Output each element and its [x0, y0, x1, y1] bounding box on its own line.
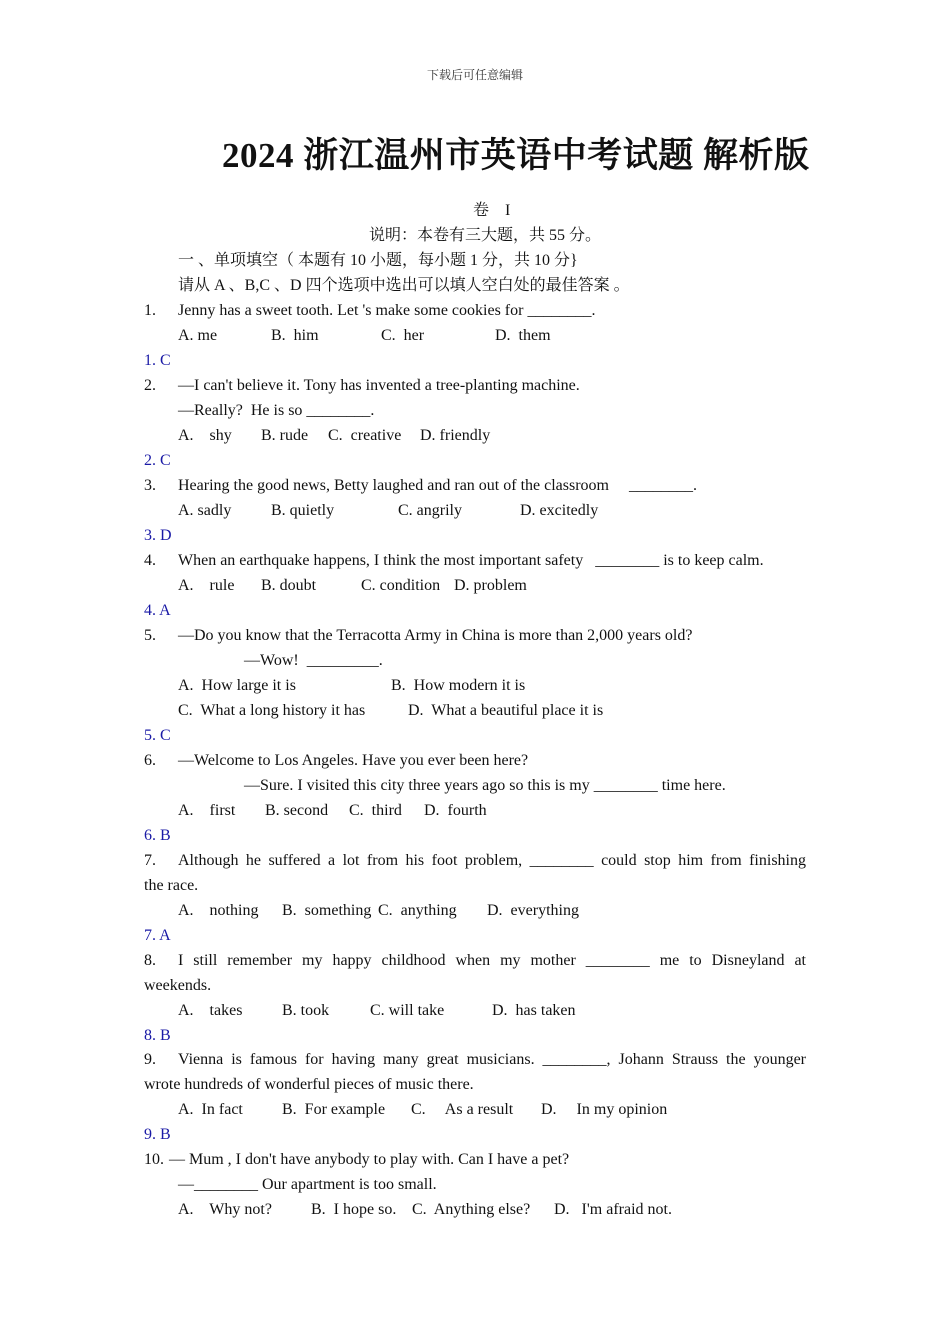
question-text: Jenny has a sweet tooth. Let 's make some cookies for ________.: [178, 302, 596, 319]
document-title: 2024 浙江温州市英语中考试题 解析版: [222, 136, 810, 175]
option-a: A. Why not?: [178, 1201, 272, 1218]
question-text: —I can't believe it. Tony has invented a tree-planting machine.: [178, 377, 580, 394]
option-b: B. second: [265, 802, 329, 819]
option-d: D. fourth: [424, 802, 487, 819]
section-heading: 一 、单项填空（ 本题有 10 小题，每小题 1 分，共 10 分}: [178, 252, 578, 269]
option-a: A. first: [178, 802, 236, 819]
question-number: 4.: [144, 552, 156, 569]
option-d: D. excitedly: [520, 502, 599, 519]
question-number: 6.: [144, 752, 156, 769]
option-a: A. In fact: [178, 1101, 243, 1118]
option-d: D. problem: [454, 577, 527, 594]
question-number: 5.: [144, 627, 156, 644]
answer-key: 9. B: [144, 1126, 171, 1143]
question-number: 9.: [144, 1051, 156, 1068]
question-number: 7.: [144, 852, 156, 869]
option-a: A. rule: [178, 577, 235, 594]
option-b: B. How modern it is: [391, 677, 526, 694]
option-c: C. will take: [370, 1002, 445, 1019]
question-number: 8.: [144, 952, 156, 969]
question-number: 3.: [144, 477, 156, 494]
option-c: C. creative: [328, 427, 402, 444]
question-text: — Mum , I don't have anybody to play with. Can I have a pet?: [169, 1151, 570, 1168]
option-c: C. What a long history it has: [178, 702, 366, 719]
question-number: 10.: [144, 1151, 164, 1168]
question-text: —Do you know that the Terracotta Army in China is more than 2,000 years old?: [178, 627, 693, 644]
option-b: B. For example: [282, 1101, 386, 1118]
option-c: C. anything: [378, 902, 457, 919]
option-c: C. angrily: [398, 502, 462, 519]
question-text: Vienna is famous for having many great musicians. ________, Johann Strauss the younger: [178, 1051, 806, 1068]
question-text-line-2: the race.: [144, 877, 199, 894]
question-text: —Welcome to Los Angeles. Have you ever been here?: [178, 752, 529, 769]
question-text-line-2: —Really? He is so ________.: [178, 402, 375, 419]
option-c: C. third: [349, 802, 402, 819]
option-a: A. nothing: [178, 902, 259, 919]
question-text: When an earthquake happens, I think the most important safety ________ is to keep calm.: [178, 552, 764, 569]
option-c: C. As a result: [411, 1101, 514, 1118]
option-a: A. takes: [178, 1002, 243, 1019]
option-b: B. rude: [261, 427, 309, 444]
option-a: A. How large it is: [178, 677, 296, 694]
volume-label: 卷 I: [473, 202, 511, 219]
option-a: A. sadly: [178, 502, 232, 519]
question-text: Although he suffered a lot from his foot problem, ________ could stop him from finishing: [178, 852, 806, 869]
answer-key: 6. B: [144, 827, 171, 844]
option-b: B. something: [282, 902, 372, 919]
option-b: B. quietly: [271, 502, 335, 519]
page-header: 下载后可任意编辑: [426, 68, 523, 82]
question-text: I still remember my happy childhood when my mother ________ me to Disneyland at: [178, 952, 806, 969]
question-text-line-2: —Wow! _________.: [244, 652, 383, 669]
option-a: A. me: [178, 327, 218, 344]
option-d: D. has taken: [492, 1002, 576, 1019]
option-d: D. everything: [487, 902, 579, 919]
question-text-line-2: wrote hundreds of wonderful pieces of music there.: [144, 1076, 474, 1093]
answer-key: 7. A: [144, 927, 171, 944]
answer-key: 4. A: [144, 602, 171, 619]
question-number: 2.: [144, 377, 156, 394]
option-b: B. took: [282, 1002, 330, 1019]
question-text-line-2: weekends.: [144, 977, 212, 994]
answer-key: 2. C: [144, 452, 171, 469]
option-d: D. What a beautiful place it is: [408, 702, 604, 719]
answer-key: 5. C: [144, 727, 171, 744]
question-text-line-2: —________ Our apartment is too small.: [178, 1176, 437, 1193]
option-b: B. doubt: [261, 577, 317, 594]
option-a: A. shy: [178, 427, 232, 444]
answer-key: 1. C: [144, 352, 171, 369]
option-b: B. I hope so.: [311, 1201, 397, 1218]
option-b: B. him: [271, 327, 319, 344]
option-c: C. condition: [361, 577, 441, 594]
option-d: D. them: [495, 327, 551, 344]
question-number: 1.: [144, 302, 156, 319]
instructions-note: 说明：本卷有三大题，共 55 分。: [369, 227, 602, 244]
option-c: C. her: [381, 327, 425, 344]
section-instruction: 请从 A 、B,C 、D 四个选项中选出可以填人空白处的最佳答案 。: [178, 277, 630, 294]
option-c: C. Anything else?: [412, 1201, 531, 1218]
answer-key: 8. B: [144, 1027, 171, 1044]
question-text: Hearing the good news, Betty laughed and ran out of the classroom ________.: [178, 477, 697, 494]
option-d: D. In my opinion: [541, 1101, 668, 1118]
option-d: D. I'm afraid not.: [554, 1201, 672, 1218]
answer-key: 3. D: [144, 527, 172, 544]
question-text-line-2: —Sure. I visited this city three years ago so this is my ________ time here.: [244, 777, 726, 794]
option-d: D. friendly: [420, 427, 491, 444]
